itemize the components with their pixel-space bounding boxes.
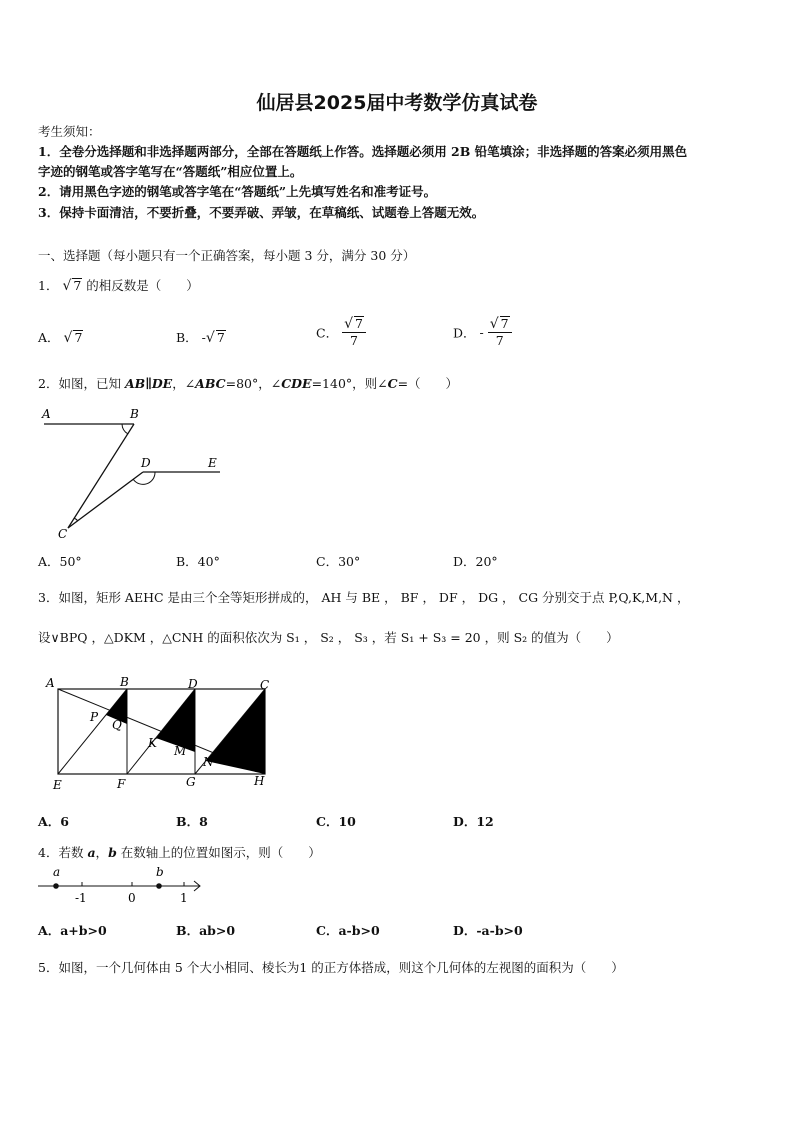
page-title: 仙居县2025届中考数学仿真试卷: [256, 92, 538, 114]
label-a: A: [42, 407, 51, 421]
notice-heading: 考生须知：: [38, 124, 101, 139]
label-k: K: [148, 736, 157, 750]
option-radicand: 7: [354, 316, 363, 331]
q1-option-d[interactable]: [453, 316, 512, 349]
question-4: [38, 843, 321, 861]
tick-label-1: 1: [180, 891, 188, 905]
axis-label-a: a: [53, 865, 61, 879]
q4-option-a[interactable]: A．a+b>0: [38, 923, 107, 938]
q1-radicand: 7: [73, 278, 82, 293]
label-c: C: [260, 678, 270, 692]
option-radicand: 7: [216, 330, 225, 345]
q3-option-d[interactable]: D．12: [453, 814, 494, 829]
sqrt-icon: √: [63, 330, 73, 346]
q2-angle: C: [387, 376, 398, 391]
q2-option-b[interactable]: B．40°: [176, 554, 220, 569]
angle-c-arc: [74, 518, 78, 521]
sqrt-icon: √: [205, 330, 215, 346]
q2-text: 2．如图，已知: [38, 376, 125, 391]
question-2: [38, 374, 458, 392]
q1-option-c[interactable]: [316, 316, 366, 349]
option-sign: -: [201, 330, 206, 345]
fraction: [342, 316, 366, 349]
fraction: [488, 316, 512, 349]
q2-figure: [30, 400, 230, 545]
option-radicand: 7: [500, 316, 509, 331]
point-b: [156, 883, 162, 889]
angle-b-arc: [122, 424, 128, 434]
option-denominator: 7: [350, 333, 358, 348]
q2-text: =80°，∠: [225, 376, 282, 391]
label-f: F: [117, 777, 126, 791]
label-e: E: [53, 778, 62, 792]
option-label: C．: [316, 325, 339, 341]
sqrt-icon: √: [489, 316, 499, 332]
q4-option-c[interactable]: C．a-b>0: [316, 923, 380, 938]
point-a: [53, 883, 59, 889]
q4-var-b: b: [108, 845, 117, 860]
label-b: B: [130, 407, 139, 421]
q4-text: 4．若数: [38, 845, 88, 860]
label-d: D: [141, 456, 151, 470]
label-a: A: [46, 676, 55, 690]
label-b: B: [120, 675, 129, 689]
option-label: B．: [176, 330, 198, 345]
question-3-line-2: 设∨BPQ ，△DKM ，△CNH 的面积依次为 S₁ ， S₂ ， S₃ ，若 S₁ + S₃ = 20 ，则 S₂ 的值为（ ）: [38, 630, 619, 645]
option-label: D．: [453, 325, 476, 341]
section-heading: 一、选择题（每小题只有一个正确答案，每小题 3 分，满分 30 分）: [38, 248, 416, 263]
option-label: A．: [38, 330, 60, 345]
q3-figure: [40, 675, 280, 795]
sqrt-icon: √: [344, 316, 353, 332]
question-5: 5．如图，一个几何体由 5 个大小相同、棱长为1 的正方体搭成，则这个几何体的左视图的面积为（ ）: [38, 960, 624, 975]
q4-text: ，: [95, 845, 109, 860]
q2-option-a[interactable]: A．50°: [38, 554, 82, 569]
q4-option-d[interactable]: D．-a-b>0: [453, 923, 523, 938]
option-radicand: 7: [74, 330, 83, 345]
label-m: M: [174, 744, 187, 758]
label-c: C: [58, 527, 68, 541]
label-p: P: [90, 710, 99, 724]
shaded-triangle-cnh: [206, 689, 265, 774]
q2-parallel: AB∥DE: [124, 376, 173, 391]
notice-item-2: 2．请用黑色字迹的钢笔或答字笔在“答题纸”上先填写姓名和准考证号。: [38, 184, 437, 199]
question-1: [38, 276, 199, 294]
q2-option-c[interactable]: C．30°: [316, 554, 361, 569]
q3-option-c[interactable]: C．10: [316, 814, 356, 829]
q1-number: 1．: [38, 278, 59, 293]
label-n: N: [203, 755, 214, 769]
q4-option-b[interactable]: B．ab>0: [176, 923, 236, 938]
q3-option-a[interactable]: A．6: [38, 814, 69, 829]
axis-label-b: b: [156, 865, 164, 879]
label-q: Q: [112, 718, 122, 732]
option-sign: -: [479, 325, 484, 340]
segment-cd: [68, 472, 143, 528]
label-h: H: [254, 774, 265, 788]
notice-item-1: 1．全卷分选择题和非选择题两部分，全部在答题纸上作答。选择题必须用 2B 铅笔填涂；非选择题的答案必须用黑色: [38, 144, 688, 159]
label-d: D: [188, 677, 198, 691]
q4-var-a: a: [87, 845, 96, 860]
question-3-line-1: 3．如图，矩形 AEHC 是由三个全等矩形拼成的， AH 与 BE ， BF ， DF ， DG ， CG 分别交于点 P,Q,K,M,N ，: [38, 590, 690, 605]
q3-option-b[interactable]: B．8: [176, 814, 208, 829]
q2-text: ，∠: [172, 376, 196, 391]
shaded-triangle-dkm: [156, 689, 195, 752]
tick-label-minus-1: -1: [75, 891, 87, 905]
q2-option-d[interactable]: D．20°: [453, 554, 498, 569]
q2-angle: CDE: [281, 376, 312, 391]
segment-bc: [68, 424, 134, 528]
q2-angle: ABC: [195, 376, 226, 391]
q4-text: 在数轴上的位置如图示，则（ ）: [116, 845, 321, 860]
q1-text: 的相反数是（ ）: [86, 278, 199, 293]
angle-d-arc: [133, 472, 155, 484]
notice-item-3: 3．保持卡面清洁，不要折叠，不要弄破、弄皱，在草稿纸、试题卷上答题无效。: [38, 205, 485, 220]
tick-label-0: 0: [128, 891, 136, 905]
label-g: G: [186, 775, 196, 789]
label-e: E: [208, 456, 217, 470]
q2-text: =140°，则∠: [311, 376, 388, 391]
q1-option-a[interactable]: [38, 328, 83, 346]
q2-text: =（ ）: [397, 376, 459, 391]
sqrt-icon: √: [62, 278, 72, 294]
q1-option-b[interactable]: [176, 328, 226, 346]
notice-item-1-cont: 字迹的钢笔或答字笔写在“答题纸”相应位置上。: [38, 164, 303, 179]
option-denominator: 7: [495, 333, 504, 348]
q4-number-line: [32, 862, 212, 908]
